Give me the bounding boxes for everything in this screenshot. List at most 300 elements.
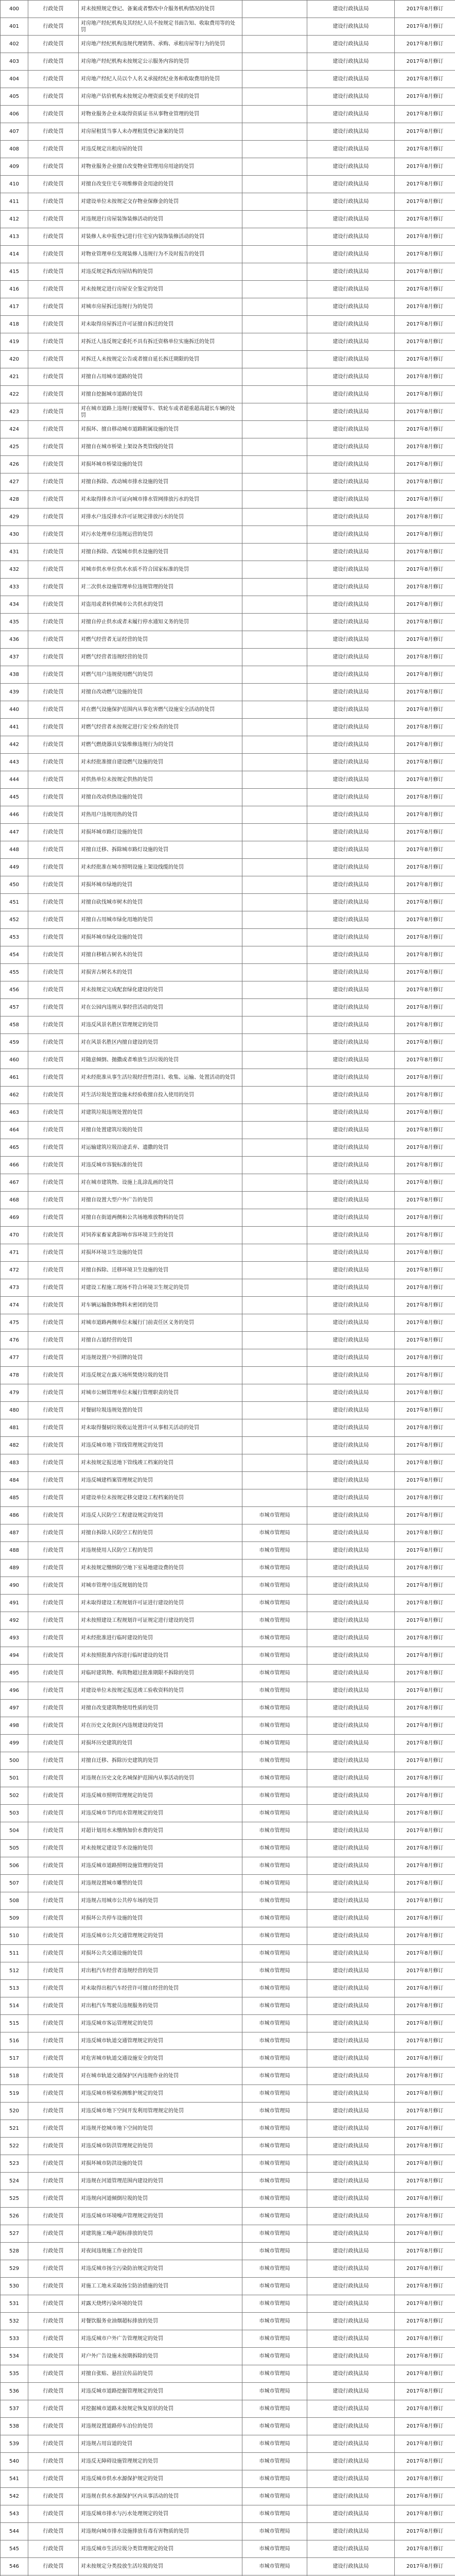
power-item-cell: 对超计划用水未缴纳加价水费的处罚 [79, 1822, 242, 1840]
power-type-cell: 行政处罚 [28, 473, 79, 491]
revision-date-cell: 2017年8月修订 [395, 1437, 455, 1454]
power-item-cell: 对房地产经纪机构未按规定公示服务内容的处罚 [79, 53, 242, 71]
implementing-department-cell: 市城市管理局 [242, 1770, 307, 1787]
revision-date-cell: 2017年8月修订 [395, 1489, 455, 1507]
table-row [1, 1104, 455, 1122]
power-item-cell: 对在城市道路上违规行驶履带车、铁轮车或者超重超高超长车辆的处罚 [79, 403, 242, 421]
implementing-department-cell: 市城市管理局 [242, 1892, 307, 1910]
table-row [1, 1892, 455, 1910]
row-number-cell: 540 [1, 2453, 28, 2470]
row-number-cell: 546 [1, 2558, 28, 2575]
implementing-department-cell [242, 876, 307, 894]
implementing-body-cell: 建设行政执法局 [307, 1630, 395, 1647]
power-item-cell: 对污水处理单位违规运营的处罚 [79, 526, 242, 544]
revision-date-cell: 2017年8月修订 [395, 421, 455, 438]
power-item-cell: 对违反城市轨道交通管理规定的处罚 [79, 2032, 242, 2050]
power-type-cell: 行政处罚 [28, 2540, 79, 2558]
power-type-cell: 行政处罚 [28, 176, 79, 193]
implementing-body-cell: 建设行政执法局 [307, 2453, 395, 2470]
table-row [1, 1, 455, 18]
row-number-cell: 485 [1, 1489, 28, 1507]
revision-date-cell: 2017年8月修订 [395, 596, 455, 614]
implementing-department-cell: 市城市管理局 [242, 2558, 307, 2575]
power-item-cell: 对违规进行房屋装饰装修活动的处罚 [79, 211, 242, 228]
power-type-cell: 行政处罚 [28, 526, 79, 544]
power-item-cell: 对擅自拆除、迁移环境卫生设施的处罚 [79, 1262, 242, 1279]
row-number-cell: 527 [1, 2225, 28, 2243]
implementing-department-cell [242, 1104, 307, 1122]
revision-date-cell: 2017年8月修订 [395, 368, 455, 386]
revision-date-cell: 2017年8月修订 [395, 386, 455, 403]
power-type-cell: 行政处罚 [28, 2243, 79, 2260]
power-type-cell: 行政处罚 [28, 1752, 79, 1770]
power-type-cell: 行政处罚 [28, 1069, 79, 1087]
power-type-cell: 行政处罚 [28, 141, 79, 158]
row-number-cell: 451 [1, 894, 28, 911]
revision-date-cell: 2017年8月修订 [395, 1700, 455, 1717]
revision-date-cell: 2017年8月修订 [395, 614, 455, 631]
power-type-cell: 行政处罚 [28, 228, 79, 246]
power-type-cell: 行政处罚 [28, 1016, 79, 1034]
implementing-body-cell: 建设行政执法局 [307, 1209, 395, 1227]
implementing-department-cell [242, 1227, 307, 1244]
power-item-cell: 对损坏公共交通设施的处罚 [79, 1945, 242, 1962]
table-row [1, 246, 455, 263]
row-number-cell: 529 [1, 2260, 28, 2278]
power-item-cell: 对未按规定缴纳防空地下室易地建设费的处罚 [79, 1560, 242, 1577]
implementing-body-cell: 建设行政执法局 [307, 2225, 395, 2243]
implementing-body-cell: 建设行政执法局 [307, 736, 395, 754]
row-number-cell: 505 [1, 1840, 28, 1857]
revision-date-cell: 2017年8月修订 [395, 1997, 455, 2015]
revision-date-cell: 2017年8月修订 [395, 2348, 455, 2365]
revision-date-cell: 2017年8月修订 [395, 2138, 455, 2155]
implementing-body-cell: 建设行政执法局 [307, 1069, 395, 1087]
row-number-cell: 506 [1, 1857, 28, 1875]
revision-date-cell: 2017年8月修订 [395, 438, 455, 456]
implementing-body-cell: 建设行政执法局 [307, 596, 395, 614]
row-number-cell: 444 [1, 771, 28, 789]
power-type-cell: 行政处罚 [28, 579, 79, 596]
power-item-cell: 对出租汽车经营者违规经营的处罚 [79, 1962, 242, 1980]
power-type-cell: 行政处罚 [28, 2313, 79, 2330]
revision-date-cell: 2017年8月修订 [395, 158, 455, 176]
row-number-cell: 452 [1, 911, 28, 929]
implementing-department-cell [242, 1419, 307, 1437]
power-type-cell: 行政处罚 [28, 2120, 79, 2138]
revision-date-cell: 2017年8月修订 [395, 228, 455, 246]
implementing-department-cell: 市城市管理局 [242, 2383, 307, 2400]
table-row [1, 1454, 455, 1472]
table-row [1, 1437, 455, 1454]
power-item-cell: 对违反城市生活垃圾分类管理规定的处罚 [79, 2540, 242, 2558]
table-row [1, 509, 455, 526]
implementing-body-cell: 建设行政执法局 [307, 1279, 395, 1297]
power-item-cell: 对违规设置城市雕塑的处罚 [79, 1875, 242, 1892]
row-number-cell: 409 [1, 158, 28, 176]
implementing-body-cell: 建设行政执法局 [307, 246, 395, 263]
power-item-cell: 对违规开挖城市地下空间的处罚 [79, 2120, 242, 2138]
implementing-department-cell [242, 1087, 307, 1104]
row-number-cell: 535 [1, 2365, 28, 2383]
implementing-body-cell: 建设行政执法局 [307, 1700, 395, 1717]
implementing-body-cell: 建设行政执法局 [307, 2365, 395, 2383]
implementing-department-cell [242, 981, 307, 999]
implementing-body-cell: 建设行政执法局 [307, 2505, 395, 2523]
power-type-cell: 行政处罚 [28, 684, 79, 701]
table-row [1, 1349, 455, 1367]
power-type-cell: 行政处罚 [28, 1454, 79, 1472]
revision-date-cell: 2017年8月修订 [395, 1192, 455, 1209]
row-number-cell: 486 [1, 1507, 28, 1524]
row-number-cell: 421 [1, 368, 28, 386]
row-number-cell: 519 [1, 2085, 28, 2103]
power-item-cell: 对损害古树名木的处罚 [79, 964, 242, 981]
power-type-cell: 行政处罚 [28, 1542, 79, 1560]
power-type-cell: 行政处罚 [28, 351, 79, 368]
power-type-cell: 行政处罚 [28, 666, 79, 684]
table-row [1, 2278, 455, 2295]
power-item-cell: 对临时建筑物、构筑物超过批准期限不拆除的处罚 [79, 1665, 242, 1682]
power-type-cell: 行政处罚 [28, 1822, 79, 1840]
row-number-cell: 438 [1, 666, 28, 684]
power-type-cell: 行政处罚 [28, 719, 79, 736]
row-number-cell: 428 [1, 491, 28, 509]
power-type-cell: 行政处罚 [28, 1034, 79, 1052]
implementing-body-cell: 建设行政执法局 [307, 1840, 395, 1857]
power-type-cell: 行政处罚 [28, 316, 79, 333]
implementing-department-cell [242, 789, 307, 806]
row-number-cell: 500 [1, 1752, 28, 1770]
implementing-body-cell: 建设行政执法局 [307, 2260, 395, 2278]
table-row [1, 719, 455, 736]
power-item-cell: 对餐厨垃圾违规处置的处罚 [79, 1402, 242, 1419]
power-item-cell: 对物业服务企业擅自改变物业管理用房用途的处罚 [79, 158, 242, 176]
table-row [1, 2138, 455, 2155]
power-item-cell: 对未按规定完成配套绿化建设的处罚 [79, 981, 242, 999]
row-number-cell: 463 [1, 1104, 28, 1122]
revision-date-cell: 2017年8月修订 [395, 579, 455, 596]
row-number-cell: 504 [1, 1822, 28, 1840]
power-item-cell: 对未按照规定登记、备案或者整改中介服务机构情况的处罚 [79, 1, 242, 18]
power-type-cell: 行政处罚 [28, 2418, 79, 2435]
revision-date-cell: 2017年8月修订 [395, 1682, 455, 1700]
table-row [1, 999, 455, 1016]
power-type-cell: 行政处罚 [28, 1489, 79, 1507]
row-number-cell: 515 [1, 2015, 28, 2032]
power-item-cell: 对城市供水单位供水水质不符合国家标准的处罚 [79, 561, 242, 579]
row-number-cell: 516 [1, 2032, 28, 2050]
power-item-cell: 对燃气经营者无证经营的处罚 [79, 631, 242, 649]
row-number-cell: 423 [1, 403, 28, 421]
implementing-department-cell [242, 544, 307, 561]
revision-date-cell: 2017年8月修订 [395, 1980, 455, 1997]
revision-date-cell: 2017年8月修订 [395, 771, 455, 789]
power-item-cell: 对违规在供水水源保护区内从事活动的处罚 [79, 2488, 242, 2505]
revision-date-cell: 2017年8月修订 [395, 2050, 455, 2067]
table-row [1, 1857, 455, 1875]
revision-date-cell: 2017年8月修订 [395, 193, 455, 211]
table-row [1, 596, 455, 614]
table-row [1, 193, 455, 211]
row-number-cell: 542 [1, 2488, 28, 2505]
power-item-cell: 对违反规定出租房屋的处罚 [79, 141, 242, 158]
implementing-department-cell [242, 754, 307, 771]
row-number-cell: 488 [1, 1542, 28, 1560]
row-number-cell: 443 [1, 754, 28, 771]
table-row [1, 2067, 455, 2085]
row-number-cell: 439 [1, 684, 28, 701]
table-row [1, 2523, 455, 2540]
table-row [1, 88, 455, 106]
power-item-cell: 对违反无障碍设施管理规定的处罚 [79, 2453, 242, 2470]
table-row [1, 228, 455, 246]
table-row [1, 211, 455, 228]
revision-date-cell: 2017年8月修订 [395, 456, 455, 473]
row-number-cell: 473 [1, 1279, 28, 1297]
power-item-cell: 对擅自改动燃气设施的处罚 [79, 684, 242, 701]
implementing-department-cell: 市城市管理局 [242, 2470, 307, 2488]
power-item-cell: 对擅自砍伐城市树木的处罚 [79, 894, 242, 911]
power-type-cell: 行政处罚 [28, 859, 79, 876]
implementing-body-cell: 建设行政执法局 [307, 403, 395, 421]
implementing-department-cell [242, 176, 307, 193]
implementing-body-cell: 建设行政执法局 [307, 964, 395, 981]
implementing-department-cell [242, 438, 307, 456]
table-row [1, 1612, 455, 1630]
power-item-cell: 对违反城市排水与污水处理规定的处罚 [79, 2505, 242, 2523]
revision-date-cell: 2017年8月修订 [395, 999, 455, 1016]
power-item-cell: 对擅自设置大型户外广告的处罚 [79, 1192, 242, 1209]
implementing-department-cell: 市城市管理局 [242, 1927, 307, 1945]
row-number-cell: 436 [1, 631, 28, 649]
table-row [1, 1910, 455, 1927]
revision-date-cell: 2017年8月修订 [395, 981, 455, 999]
revision-date-cell: 2017年8月修订 [395, 2453, 455, 2470]
implementing-department-cell [242, 53, 307, 71]
table-row [1, 1244, 455, 1262]
implementing-department-cell: 市城市管理局 [242, 2295, 307, 2313]
row-number-cell: 422 [1, 386, 28, 403]
table-row [1, 1087, 455, 1104]
row-number-cell: 454 [1, 946, 28, 964]
row-number-cell: 493 [1, 1630, 28, 1647]
power-type-cell: 行政处罚 [28, 1595, 79, 1612]
power-item-cell: 对损坏公共停车设施的处罚 [79, 1910, 242, 1927]
implementing-body-cell: 建设行政执法局 [307, 18, 395, 36]
table-row [1, 2383, 455, 2400]
row-number-cell: 501 [1, 1770, 28, 1787]
table-row [1, 894, 455, 911]
implementing-body-cell: 建设行政执法局 [307, 1595, 395, 1612]
table-row [1, 2085, 455, 2103]
implementing-body-cell: 建设行政执法局 [307, 631, 395, 649]
revision-date-cell: 2017年8月修订 [395, 806, 455, 824]
implementing-body-cell: 建设行政执法局 [307, 2155, 395, 2173]
power-type-cell: 行政处罚 [28, 298, 79, 316]
power-type-cell: 行政处罚 [28, 2558, 79, 2575]
implementing-body-cell: 建设行政执法局 [307, 1524, 395, 1542]
table-row [1, 1507, 455, 1524]
revision-date-cell: 2017年8月修订 [395, 123, 455, 141]
implementing-body-cell: 建设行政执法局 [307, 2295, 395, 2313]
power-type-cell: 行政处罚 [28, 2015, 79, 2032]
power-type-cell: 行政处罚 [28, 2470, 79, 2488]
implementing-department-cell [242, 701, 307, 719]
implementing-body-cell: 建设行政执法局 [307, 1980, 395, 1997]
table-row [1, 2190, 455, 2208]
table-row [1, 2453, 455, 2470]
implementing-body-cell: 建设行政执法局 [307, 2138, 395, 2155]
implementing-body-cell: 建设行政执法局 [307, 911, 395, 929]
power-item-cell: 对未经批准从事生活垃圾经营性清扫、收集、运输、处置活动的处罚 [79, 1069, 242, 1087]
implementing-body-cell: 建设行政执法局 [307, 509, 395, 526]
implementing-department-cell: 市城市管理局 [242, 2365, 307, 2383]
row-number-cell: 528 [1, 2243, 28, 2260]
power-type-cell: 行政处罚 [28, 1314, 79, 1332]
power-type-cell: 行政处罚 [28, 1875, 79, 1892]
power-item-cell: 对违反城市地下空间开发利用管理规定的处罚 [79, 2103, 242, 2120]
row-number-cell: 509 [1, 1910, 28, 1927]
table-row [1, 281, 455, 298]
power-item-cell: 对未按规定分类投放生活垃圾的处罚 [79, 2558, 242, 2575]
implementing-body-cell: 建设行政执法局 [307, 1612, 395, 1630]
implementing-department-cell [242, 1349, 307, 1367]
table-row [1, 771, 455, 789]
implementing-body-cell: 建设行政执法局 [307, 579, 395, 596]
row-number-cell: 456 [1, 981, 28, 999]
table-row [1, 946, 455, 964]
implementing-body-cell: 建设行政执法局 [307, 2330, 395, 2348]
row-number-cell: 419 [1, 333, 28, 351]
implementing-body-cell: 建设行政执法局 [307, 1910, 395, 1927]
table-row [1, 1560, 455, 1577]
row-number-cell: 448 [1, 841, 28, 859]
revision-date-cell: 2017年8月修订 [395, 403, 455, 421]
implementing-department-cell [242, 491, 307, 509]
implementing-body-cell: 建设行政执法局 [307, 2243, 395, 2260]
power-type-cell: 行政处罚 [28, 1805, 79, 1822]
row-number-cell: 403 [1, 53, 28, 71]
power-type-cell: 行政处罚 [28, 1787, 79, 1805]
implementing-department-cell [242, 263, 307, 281]
revision-date-cell: 2017年8月修订 [395, 333, 455, 351]
power-type-cell: 行政处罚 [28, 561, 79, 579]
implementing-body-cell: 建设行政执法局 [307, 1384, 395, 1402]
implementing-body-cell: 建设行政执法局 [307, 824, 395, 841]
table-row [1, 456, 455, 473]
revision-date-cell: 2017年8月修订 [395, 561, 455, 579]
revision-date-cell: 2017年8月修订 [395, 2260, 455, 2278]
revision-date-cell: 2017年8月修订 [395, 1244, 455, 1262]
implementing-body-cell: 建设行政执法局 [307, 1927, 395, 1945]
revision-date-cell: 2017年8月修订 [395, 2190, 455, 2208]
implementing-department-cell [242, 228, 307, 246]
power-type-cell: 行政处罚 [28, 1770, 79, 1787]
power-item-cell: 对擅自改变建筑物使用性质的处罚 [79, 1700, 242, 1717]
revision-date-cell: 2017年8月修订 [395, 1122, 455, 1139]
power-item-cell: 对建筑施工噪声超标排放的处罚 [79, 2225, 242, 2243]
power-item-cell: 对违反城市户外广告管理规定的处罚 [79, 2330, 242, 2348]
power-type-cell: 行政处罚 [28, 1962, 79, 1980]
row-number-cell: 538 [1, 2418, 28, 2435]
power-type-cell: 行政处罚 [28, 1945, 79, 1962]
implementing-department-cell [242, 1384, 307, 1402]
power-item-cell: 对违规在历史文化名城保护范围内从事活动的处罚 [79, 1770, 242, 1787]
row-number-cell: 431 [1, 544, 28, 561]
power-item-cell: 对违规设置户外招牌的处罚 [79, 1349, 242, 1367]
power-type-cell: 行政处罚 [28, 1104, 79, 1122]
table-row [1, 2488, 455, 2505]
implementing-body-cell: 建设行政执法局 [307, 2400, 395, 2418]
row-number-cell: 496 [1, 1682, 28, 1700]
power-type-cell: 行政处罚 [28, 999, 79, 1016]
implementing-department-cell [242, 1402, 307, 1419]
revision-date-cell: 2017年8月修订 [395, 1612, 455, 1630]
implementing-department-cell: 市城市管理局 [242, 1524, 307, 1542]
row-number-cell: 430 [1, 526, 28, 544]
revision-date-cell: 2017年8月修订 [395, 841, 455, 859]
implementing-department-cell [242, 123, 307, 141]
row-number-cell: 479 [1, 1384, 28, 1402]
revision-date-cell: 2017年8月修订 [395, 106, 455, 123]
power-type-cell: 行政处罚 [28, 2383, 79, 2400]
power-type-cell: 行政处罚 [28, 2523, 79, 2540]
power-item-cell: 对在燃气设施保护范围内从事危害燃气设施安全活动的处罚 [79, 701, 242, 719]
revision-date-cell: 2017年8月修订 [395, 141, 455, 158]
row-number-cell: 520 [1, 2103, 28, 2120]
implementing-department-cell: 市城市管理局 [242, 1665, 307, 1682]
row-number-cell: 426 [1, 456, 28, 473]
revision-date-cell: 2017年8月修订 [395, 263, 455, 281]
power-item-cell: 对车辆运输散体物料未密闭的处罚 [79, 1297, 242, 1314]
implementing-department-cell: 市城市管理局 [242, 2540, 307, 2558]
revision-date-cell: 2017年8月修订 [395, 1822, 455, 1840]
power-item-cell: 对违规向河道倾倒垃圾的处罚 [79, 2190, 242, 2208]
power-item-cell: 对违反城市公共交通管理规定的处罚 [79, 1927, 242, 1945]
implementing-body-cell: 建设行政执法局 [307, 158, 395, 176]
power-item-cell: 对违反规定在露天场所焚烧垃圾的处罚 [79, 1367, 242, 1384]
revision-date-cell: 2017年8月修订 [395, 1052, 455, 1069]
revision-date-cell: 2017年8月修订 [395, 964, 455, 981]
table-row [1, 2050, 455, 2067]
revision-date-cell: 2017年8月修订 [395, 281, 455, 298]
row-number-cell: 466 [1, 1157, 28, 1174]
table-row [1, 421, 455, 438]
power-item-cell: 对生活垃圾处置设施未经验收擅自投入使用的处罚 [79, 1087, 242, 1104]
implementing-department-cell [242, 719, 307, 736]
revision-date-cell: 2017年8月修订 [395, 2400, 455, 2418]
revision-date-cell: 2017年8月修订 [395, 2155, 455, 2173]
table-row [1, 1262, 455, 1279]
revision-date-cell: 2017年8月修订 [395, 824, 455, 841]
implementing-department-cell [242, 579, 307, 596]
revision-date-cell: 2017年8月修订 [395, 2015, 455, 2032]
revision-date-cell: 2017年8月修订 [395, 1332, 455, 1349]
row-number-cell: 420 [1, 351, 28, 368]
implementing-department-cell: 市城市管理局 [242, 1577, 307, 1595]
table-row [1, 1034, 455, 1052]
implementing-department-cell: 市城市管理局 [242, 2348, 307, 2365]
power-type-cell: 行政处罚 [28, 263, 79, 281]
table-row [1, 1489, 455, 1507]
revision-date-cell: 2017年8月修订 [395, 2558, 455, 2575]
implementing-department-cell [242, 1367, 307, 1384]
power-item-cell: 对违规占用城市公共停车场的处罚 [79, 1892, 242, 1910]
table-row [1, 579, 455, 596]
implementing-body-cell: 建设行政执法局 [307, 1314, 395, 1332]
implementing-department-cell [242, 771, 307, 789]
